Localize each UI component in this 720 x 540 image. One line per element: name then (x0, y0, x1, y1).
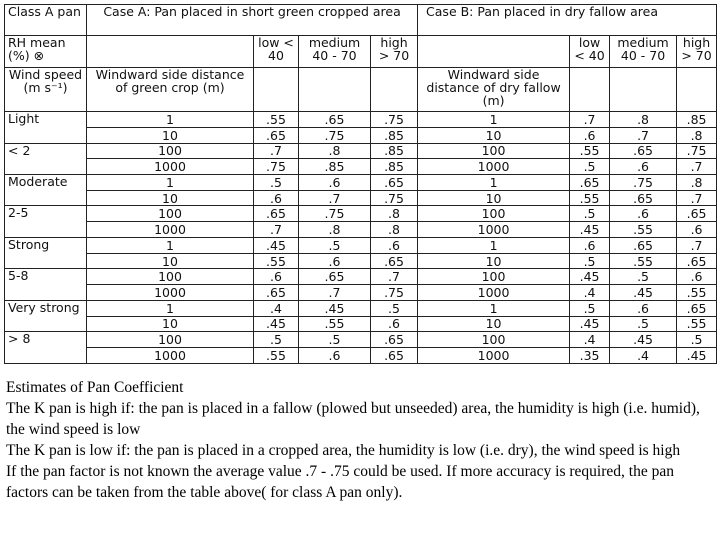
wind-speed-header: Wind speed (m s⁻¹) (5, 67, 87, 111)
wind-class-label: Strong (5, 237, 87, 268)
pan-coefficient-table-container (4, 4, 716, 364)
case-a-medium-cell: .8 (299, 222, 371, 238)
case-b-distance-cell: 100 (418, 206, 570, 222)
case-b-distance-cell: 100 (418, 269, 570, 285)
case-b-low-cell: .55 (570, 143, 610, 159)
case-a-medium-cell: .45 (299, 300, 371, 316)
case-a-high-cell: .75 (371, 190, 418, 206)
rh-mean-header: RH mean (%) ⊗ (5, 36, 87, 67)
case-b-high-cell: .8 (677, 127, 717, 143)
case-a-header: Case A: Pan placed in short green cropped area (87, 5, 418, 36)
case-a-distance-cell: 100 (87, 206, 254, 222)
case-a-high-cell: .5 (371, 300, 418, 316)
header-row-cases (5, 5, 717, 36)
case-a-distance-cell: 1 (87, 237, 254, 253)
case-b-medium-cell: .4 (610, 348, 677, 364)
case-a-medium-cell: .6 (299, 253, 371, 269)
table-row (5, 253, 717, 269)
case-a-low-cell: .75 (254, 159, 299, 175)
case-b-medium-cell: .6 (610, 206, 677, 222)
case-b-high-header: high > 70 (677, 36, 717, 67)
case-a-low-cell: .6 (254, 190, 299, 206)
case-a-high-cell: .8 (371, 222, 418, 238)
case-b-low-cell: .65 (570, 174, 610, 190)
case-b-distance-cell: 1 (418, 174, 570, 190)
case-b-distance-cell: 10 (418, 316, 570, 332)
case-b-low-cell: .5 (570, 159, 610, 175)
header-row-humidity (5, 36, 717, 67)
case-b-medium-cell: .6 (610, 159, 677, 175)
case-a-medium-cell: .55 (299, 316, 371, 332)
case-b-medium-header: medium 40 - 70 (610, 36, 677, 67)
case-b-low-cell: .7 (570, 112, 610, 128)
case-a-medium-cell: .85 (299, 159, 371, 175)
case-b-header: Case B: Pan placed in dry fallow area (418, 5, 717, 36)
case-a-medium-cell: .8 (299, 143, 371, 159)
case-a-high-cell: .85 (371, 143, 418, 159)
case-a-medium-cell: .5 (299, 237, 371, 253)
blank-cell (254, 67, 299, 111)
case-a-high-cell: .65 (371, 253, 418, 269)
pan-coefficient-table (4, 4, 717, 364)
case-a-high-cell: .75 (371, 285, 418, 301)
table-row (5, 143, 717, 159)
case-a-high-cell: .75 (371, 112, 418, 128)
case-b-high-cell: .7 (677, 237, 717, 253)
case-b-medium-cell: .45 (610, 332, 677, 348)
wind-range-label: < 2 (5, 143, 87, 174)
case-a-low-cell: .45 (254, 237, 299, 253)
case-a-high-cell: .6 (371, 237, 418, 253)
case-b-low-cell: .5 (570, 300, 610, 316)
case-b-high-cell: .65 (677, 300, 717, 316)
case-b-distance-cell: 100 (418, 143, 570, 159)
table-row (5, 174, 717, 190)
windward-green-header: Windward side distance of green crop (m) (87, 67, 254, 111)
case-a-medium-cell: .75 (299, 206, 371, 222)
case-a-low-cell: .65 (254, 206, 299, 222)
case-a-medium-cell: .65 (299, 269, 371, 285)
table-row (5, 222, 717, 238)
blank-cell (570, 67, 610, 111)
case-b-distance-cell: 10 (418, 190, 570, 206)
table-row (5, 332, 717, 348)
wind-range-label: 5-8 (5, 269, 87, 300)
case-a-high-cell: .85 (371, 127, 418, 143)
case-a-distance-cell: 10 (87, 127, 254, 143)
case-a-high-cell: .65 (371, 332, 418, 348)
case-a-medium-cell: .75 (299, 127, 371, 143)
case-b-high-cell: .65 (677, 253, 717, 269)
case-b-distance-cell: 10 (418, 253, 570, 269)
case-b-medium-cell: .45 (610, 285, 677, 301)
case-b-low-cell: .5 (570, 206, 610, 222)
case-a-distance-cell: 100 (87, 332, 254, 348)
case-a-distance-cell: 10 (87, 316, 254, 332)
case-a-medium-cell: .7 (299, 190, 371, 206)
case-b-medium-cell: .65 (610, 237, 677, 253)
wind-class-label: Moderate (5, 174, 87, 205)
case-a-low-cell: .55 (254, 348, 299, 364)
case-b-distance-cell: 100 (418, 332, 570, 348)
notes-low-conditions: The K pan is low if: the pan is placed in a cropped area, the humidity is low (i.e. dry), the wind speed is high (6, 442, 681, 459)
case-a-high-cell: .8 (371, 206, 418, 222)
case-b-medium-cell: .65 (610, 190, 677, 206)
case-b-high-cell: .7 (677, 190, 717, 206)
case-b-medium-cell: .5 (610, 316, 677, 332)
case-a-distance-cell: 1000 (87, 222, 254, 238)
case-a-low-cell: .7 (254, 143, 299, 159)
case-b-high-cell: .85 (677, 112, 717, 128)
case-b-blank-cell (418, 36, 570, 67)
case-a-distance-cell: 1000 (87, 285, 254, 301)
blank-cell (677, 67, 717, 111)
case-b-high-cell: .7 (677, 159, 717, 175)
wind-range-label: 2-5 (5, 206, 87, 237)
table-row (5, 112, 717, 128)
notes-high-conditions: The K pan is high if: the pan is placed in a fallow (plowed but unseeded) area, the humidity is high (i.e. humid), the wind speed is low (6, 400, 700, 438)
case-a-low-cell: .4 (254, 300, 299, 316)
case-b-low-cell: .6 (570, 237, 610, 253)
case-a-low-cell: .5 (254, 174, 299, 190)
case-a-low-cell: .6 (254, 269, 299, 285)
case-b-medium-cell: .75 (610, 174, 677, 190)
notes-heading: Estimates of Pan Coefficient (6, 379, 184, 396)
case-a-medium-cell: .5 (299, 332, 371, 348)
table-row (5, 190, 717, 206)
case-b-high-cell: .6 (677, 222, 717, 238)
pan-coefficient-notes (6, 377, 714, 503)
case-b-high-cell: .8 (677, 174, 717, 190)
case-a-distance-cell: 10 (87, 253, 254, 269)
case-b-medium-cell: .6 (610, 300, 677, 316)
table-row (5, 300, 717, 316)
case-a-distance-cell: 1 (87, 300, 254, 316)
case-b-distance-cell: 1000 (418, 285, 570, 301)
case-a-distance-cell: 100 (87, 143, 254, 159)
case-a-distance-cell: 100 (87, 269, 254, 285)
table-row (5, 316, 717, 332)
table-row (5, 206, 717, 222)
case-b-high-cell: .6 (677, 269, 717, 285)
case-b-low-cell: .45 (570, 269, 610, 285)
case-a-distance-cell: 1 (87, 112, 254, 128)
case-a-high-cell: .65 (371, 348, 418, 364)
case-b-low-cell: .6 (570, 127, 610, 143)
case-b-medium-cell: .8 (610, 112, 677, 128)
case-b-high-cell: .55 (677, 285, 717, 301)
wind-class-label: Light (5, 112, 87, 143)
case-b-distance-cell: 1000 (418, 222, 570, 238)
case-b-high-cell: .45 (677, 348, 717, 364)
case-a-low-cell: .65 (254, 285, 299, 301)
case-b-distance-cell: 1 (418, 237, 570, 253)
table-body (5, 5, 717, 364)
case-a-distance-cell: 1 (87, 174, 254, 190)
case-a-medium-cell: .6 (299, 174, 371, 190)
case-b-low-cell: .35 (570, 348, 610, 364)
case-b-high-cell: .75 (677, 143, 717, 159)
case-a-medium-cell: .7 (299, 285, 371, 301)
case-b-low-header: low < 40 (570, 36, 610, 67)
table-row (5, 285, 717, 301)
case-b-low-cell: .55 (570, 190, 610, 206)
case-b-high-cell: .55 (677, 316, 717, 332)
case-a-high-cell: .85 (371, 159, 418, 175)
header-row-wind (5, 67, 717, 111)
case-a-low-header: low < 40 (254, 36, 299, 67)
case-a-low-cell: .55 (254, 253, 299, 269)
case-a-high-header: high > 70 (371, 36, 418, 67)
case-a-medium-header: medium 40 - 70 (299, 36, 371, 67)
case-a-distance-cell: 1000 (87, 159, 254, 175)
case-b-low-cell: .4 (570, 332, 610, 348)
blank-cell (610, 67, 677, 111)
table-row (5, 159, 717, 175)
case-a-medium-cell: .6 (299, 348, 371, 364)
case-a-high-cell: .65 (371, 174, 418, 190)
case-b-low-cell: .45 (570, 316, 610, 332)
wind-class-label: Very strong (5, 300, 87, 331)
case-b-high-cell: .65 (677, 206, 717, 222)
case-b-low-cell: .4 (570, 285, 610, 301)
table-row (5, 127, 717, 143)
case-b-high-cell: .5 (677, 332, 717, 348)
case-b-medium-cell: .55 (610, 222, 677, 238)
case-b-low-cell: .45 (570, 222, 610, 238)
case-a-high-cell: .7 (371, 269, 418, 285)
notes-average-value: If the pan factor is not known the average value .7 - .75 could be used. If more accuracy is required, the pan factors can be taken from the table above( for class A pan only). (6, 463, 674, 501)
case-a-distance-cell: 10 (87, 190, 254, 206)
table-row (5, 237, 717, 253)
case-b-distance-cell: 1 (418, 112, 570, 128)
case-a-low-cell: .7 (254, 222, 299, 238)
blank-cell (371, 67, 418, 111)
case-a-low-cell: .65 (254, 127, 299, 143)
case-b-medium-cell: .65 (610, 143, 677, 159)
case-b-low-cell: .5 (570, 253, 610, 269)
case-a-blank-cell (87, 36, 254, 67)
case-b-medium-cell: .7 (610, 127, 677, 143)
blank-cell (299, 67, 371, 111)
table-row (5, 269, 717, 285)
case-b-distance-cell: 1 (418, 300, 570, 316)
case-b-medium-cell: .55 (610, 253, 677, 269)
class-a-pan-header: Class A pan (5, 5, 87, 36)
case-a-low-cell: .5 (254, 332, 299, 348)
case-a-low-cell: .55 (254, 112, 299, 128)
wind-range-label: > 8 (5, 332, 87, 364)
windward-fallow-header: Windward side distance of dry fallow (m) (418, 67, 570, 111)
table-row (5, 348, 717, 364)
case-a-low-cell: .45 (254, 316, 299, 332)
case-b-distance-cell: 10 (418, 127, 570, 143)
case-a-high-cell: .6 (371, 316, 418, 332)
case-b-distance-cell: 1000 (418, 348, 570, 364)
case-b-medium-cell: .5 (610, 269, 677, 285)
case-b-distance-cell: 1000 (418, 159, 570, 175)
case-a-distance-cell: 1000 (87, 348, 254, 364)
case-a-medium-cell: .65 (299, 112, 371, 128)
